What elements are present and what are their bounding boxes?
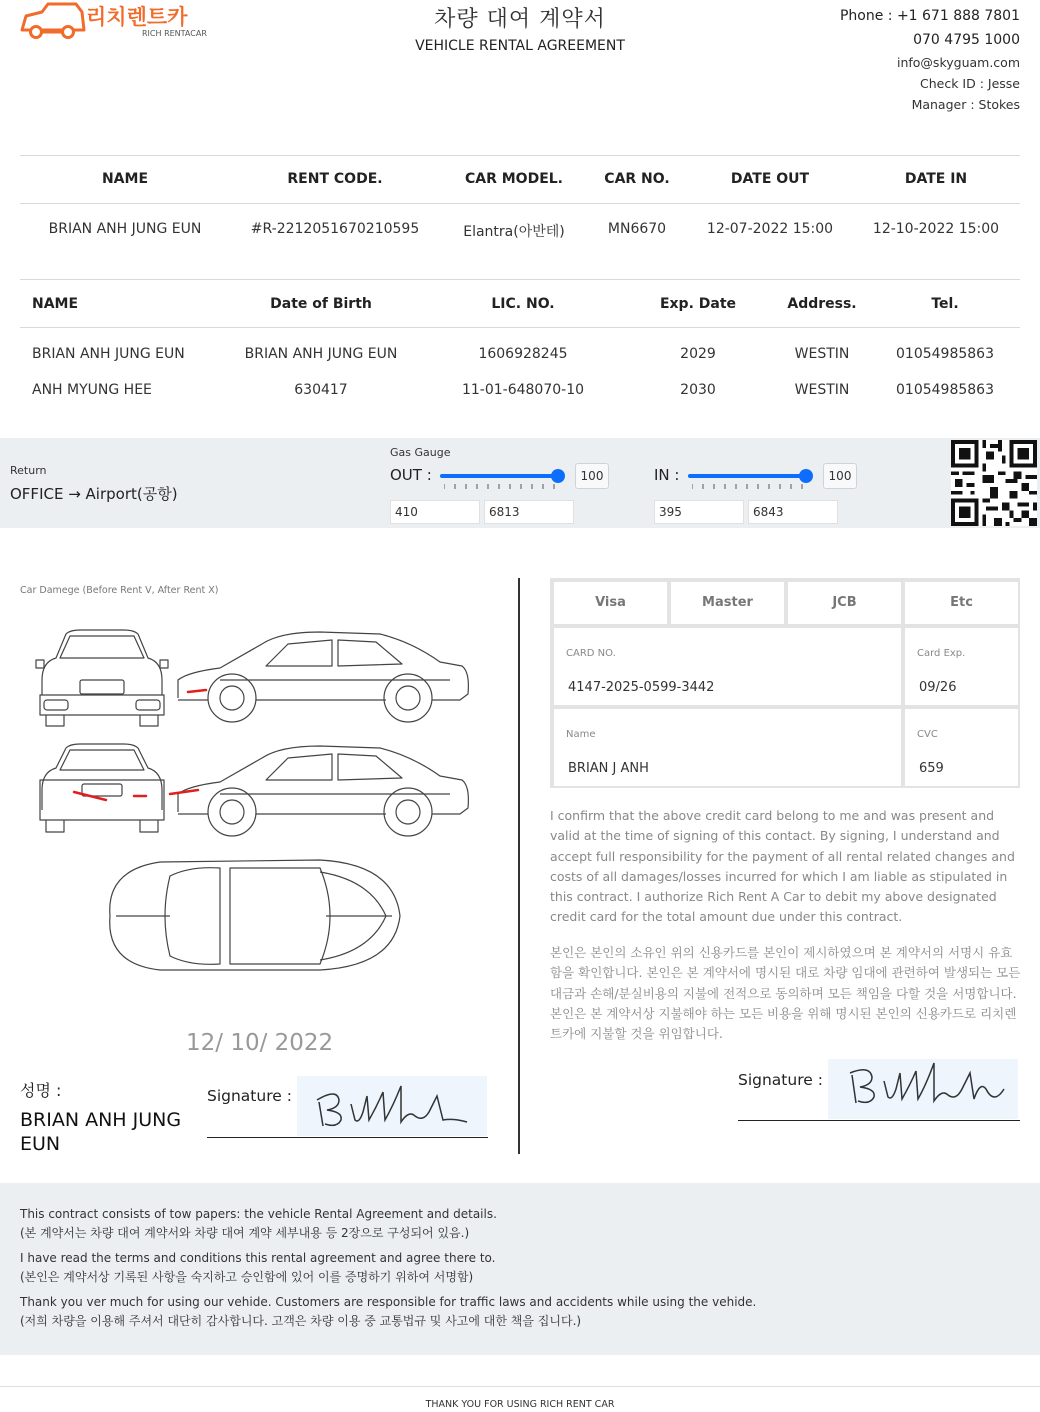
rental-table: [20, 155, 1020, 280]
driver-1-address: WESTIN: [794, 346, 850, 362]
rental-cell-model: Elantra(아반테): [463, 224, 565, 240]
gas-in-slider[interactable]: [688, 474, 806, 478]
driver-1-name: BRIAN ANH JUNG EUN: [32, 346, 185, 362]
damage-date: 12/ 10/ 2022: [186, 1030, 334, 1056]
rental-cell-carno: MN6670: [607, 221, 667, 237]
rental-header-model: CAR MODEL.: [464, 171, 564, 187]
confirm-text-kr: 본인은 본인의 소유인 위의 신용카드를 본인이 제시하였으며 본 계약서의 서명시 유효함을 확인합니다. 본인은 본 계약서에 명시된 대로 차량 임대에 관련하여 발생되는 모든 대금과 손해/분실비용의 지불에 전적으로 동의하며 모든 책임을 다할 것을 서명합니다. 본인은 본 계약서상 지불해야 하는 모든 비용을 위해 명시된 본인의 신용카드로 리치렌트카에 지불할 것을 위임합니다.: [550, 945, 1021, 1042]
gas-in-fill: [688, 474, 806, 478]
driver-header-lic: LIC. NO.: [491, 296, 555, 312]
card-number-cell[interactable]: [552, 626, 903, 707]
card-exp-label: Card Exp.: [917, 648, 966, 659]
company-logo: [18, 0, 228, 44]
terms-3-kr: (저희 차량을 이용해 주셔서 대단히 감사합니다. 고객은 차량 이용 중 교통법규 및 사고에 대한 책을 집니다.): [20, 1314, 582, 1328]
gas-out-fill: [440, 474, 558, 478]
car-side-view-left: [178, 746, 468, 836]
gas-out-thumb[interactable]: [551, 469, 565, 483]
card-info-table: [550, 578, 1020, 788]
gas-gauge-band: [0, 438, 1040, 528]
driver-2-lic: 11-01-648070-10: [461, 382, 585, 398]
rental-cell-datein: 12-10-2022 15:00: [872, 221, 1000, 237]
car-rear-view: [40, 744, 164, 832]
driver-1-dob: BRIAN ANH JUNG EUN: [244, 346, 398, 362]
mileage-in-field-1[interactable]: 395: [654, 500, 744, 524]
gas-out-ticks: [444, 484, 556, 489]
driver-header-tel: Tel.: [931, 296, 959, 312]
signature-line-left: [207, 1137, 488, 1138]
terms-1-en: This contract consists of tow papers: the vehicle Rental Agreement and details.: [20, 1207, 497, 1221]
driver-table: [20, 280, 1020, 420]
damage-caption: Car Damege (Before Rent V, After Rent X): [20, 585, 219, 596]
driver-2-tel: 01054985863: [896, 382, 994, 398]
card-exp-value: 09/26: [919, 680, 957, 695]
gas-in-label: IN :: [654, 466, 680, 484]
damage-mark-1: [188, 690, 206, 692]
terms-band: [0, 1183, 1040, 1355]
footer-divider: [0, 1386, 1040, 1387]
driver-header-exp: Exp. Date: [659, 296, 737, 312]
rental-header-carno: CAR NO.: [604, 171, 670, 187]
terms-2-en: I have read the terms and conditions this rental agreement and agree there to.: [20, 1251, 496, 1265]
car-top-view: [110, 860, 400, 970]
return-route: OFFICE → Airport(공항): [10, 485, 178, 503]
manager: Manager : Stokes: [911, 97, 1020, 112]
card-type-jcb[interactable]: JCB: [786, 580, 903, 626]
driver-1-tel: 01054985863: [896, 346, 994, 362]
confirm-text-en: I confirm that the above credit card belong to me and was present and valid at the time of signing of this contact. By signing, I understand and accept full responsibility for the payment of all rental related changes and costs of all damages/losses incurred for which I am liable as stipulated in this contract. I authorize Rich Rent A Car to debit my above designated credit card for the total amount due under this contract.: [550, 808, 1015, 925]
car-front-view: [36, 630, 168, 726]
signature-line-right: [738, 1120, 1020, 1121]
card-number-label: CARD NO.: [566, 648, 616, 659]
card-cvc-label: CVC: [917, 729, 938, 740]
driver-header-address: Address.: [787, 296, 857, 312]
terms-2-kr: (본인은 계약서상 기록된 사항을 숙지하고 승인함에 있어 이를 증명하기 위하여 서명함): [20, 1270, 474, 1284]
card-type-master[interactable]: Master: [669, 580, 786, 626]
signature-label-right: Signature :: [738, 1071, 823, 1089]
rental-cell-code: #R-2212051670210595: [250, 221, 420, 237]
signer-name: BRIAN ANH JUNG EUN: [20, 1109, 182, 1155]
return-label: Return: [10, 464, 47, 477]
gas-in-thumb[interactable]: [799, 469, 813, 483]
gas-in-ticks: [692, 484, 804, 489]
signature-label-left: Signature :: [207, 1087, 292, 1105]
rental-cell-dateout: 12-07-2022 15:00: [706, 221, 834, 237]
driver-2-name: ANH MYUNG HEE: [32, 382, 152, 398]
logo-text-en: RICH RENTACAR: [142, 29, 207, 38]
mileage-out-field-1[interactable]: 410: [390, 500, 480, 524]
driver-2-address: WESTIN: [794, 382, 850, 398]
title-korean: 차량 대여 계약서: [434, 7, 606, 32]
card-name-value: BRIAN J ANH: [568, 761, 649, 776]
card-type-visa[interactable]: Visa: [552, 580, 669, 626]
signature-drawing-right: [828, 1059, 1018, 1119]
thank-you-note: THANK YOU FOR USING RICH RENT CAR: [425, 1399, 615, 1410]
rental-header-name: NAME: [101, 171, 149, 187]
gas-in-value: 100: [823, 463, 857, 489]
mileage-out-field-2[interactable]: 6813: [484, 500, 574, 524]
driver-2-dob: 630417: [294, 382, 348, 398]
phone-line-2: 070 4795 1000: [913, 32, 1020, 48]
email-address[interactable]: info@skyguam.com: [896, 55, 1020, 70]
terms-3-en: Thank you ver much for using our vehide. Customers are responsible for traffic laws and accidents while using the vehide.: [20, 1295, 757, 1309]
driver-1-lic: 1606928245: [478, 346, 568, 362]
card-number-value: 4147-2025-0599-3442: [568, 680, 715, 695]
check-id: Check ID : Jesse: [920, 76, 1020, 91]
qr-code-icon: [950, 440, 1038, 526]
name-label-kr: 성명 :: [20, 1081, 62, 1100]
signature-pad-left[interactable]: [297, 1076, 487, 1136]
driver-1-exp: 2029: [680, 346, 716, 362]
card-type-etc[interactable]: Etc: [903, 580, 1020, 626]
driver-header-dob: Date of Birth: [270, 296, 372, 312]
driver-header-name: NAME: [32, 296, 79, 312]
rental-header-dateout: DATE OUT: [730, 171, 810, 187]
card-exp-cell[interactable]: [903, 626, 1020, 707]
gas-out-slider[interactable]: [440, 474, 558, 478]
gas-gauge-label: Gas Gauge: [390, 446, 451, 459]
phone-line-1: Phone : +1 671 888 7801: [839, 8, 1020, 24]
card-name-cell[interactable]: [552, 707, 903, 788]
rental-cell-name: BRIAN ANH JUNG EUN: [48, 221, 202, 237]
gas-out-label: OUT :: [390, 466, 432, 484]
rental-header-code: RENT CODE.: [287, 171, 383, 187]
card-name-label: Name: [566, 729, 596, 740]
mileage-in-field-2[interactable]: 6843: [748, 500, 838, 524]
card-cvc-cell[interactable]: [903, 707, 1020, 788]
rental-header-datein: DATE IN: [904, 171, 968, 187]
contact-info: [840, 4, 1020, 115]
card-cvc-value: 659: [919, 761, 944, 776]
signature-drawing-left: [297, 1076, 487, 1136]
signature-pad-right[interactable]: [828, 1059, 1018, 1119]
vertical-divider: [518, 578, 520, 1154]
car-side-view-right: [178, 632, 468, 722]
gas-out-value: 100: [575, 463, 609, 489]
terms-1-kr: (본 계약서는 차량 대여 계약서와 차량 대여 계약 세부내용 등 2장으로 구성되어 있음.): [20, 1226, 470, 1240]
car-damage-diagram[interactable]: [20, 620, 480, 980]
title-english: VEHICLE RENTAL AGREEMENT: [415, 38, 625, 54]
logo-text-kr: 리치렌트카: [86, 5, 188, 29]
driver-2-exp: 2030: [680, 382, 716, 398]
